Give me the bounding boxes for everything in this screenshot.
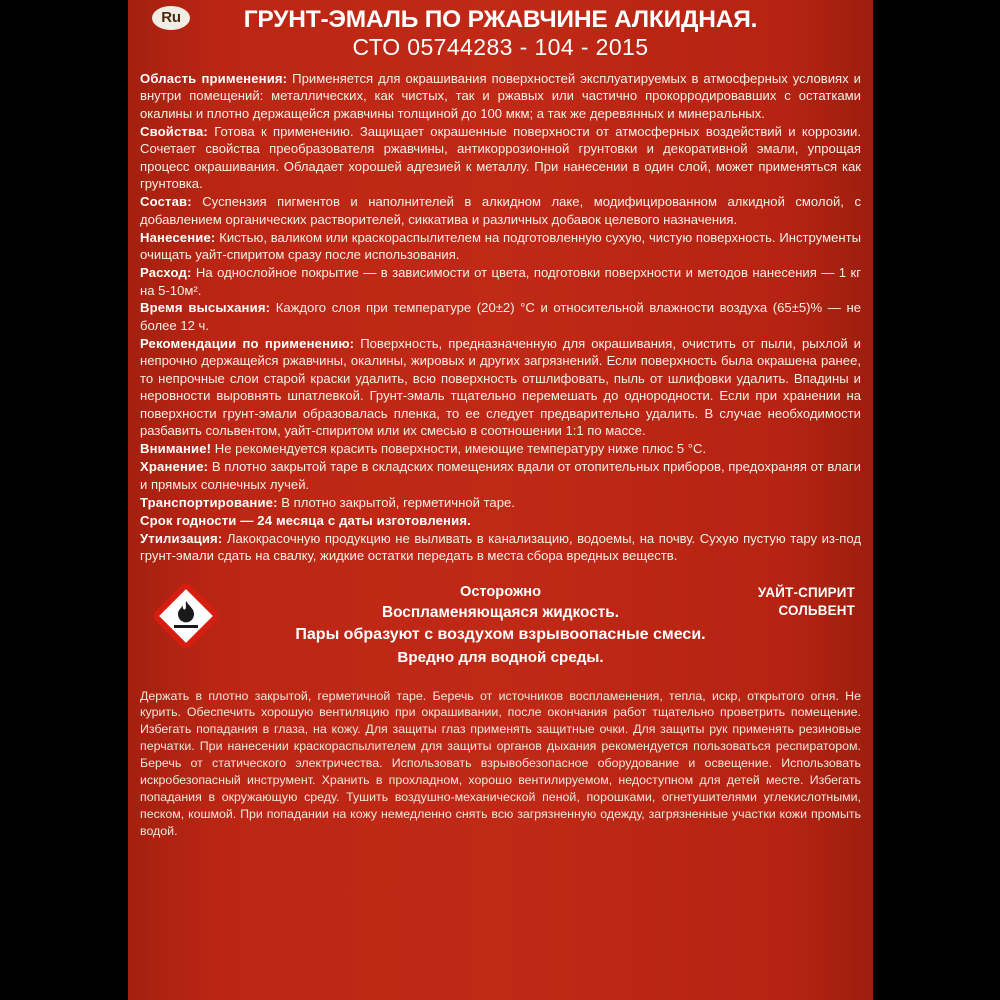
section-body: На однослойное покрытие — в зависимости от цвета, подготовки поверхности и методов нанесения — 1 кг на 5-10м².: [140, 265, 861, 298]
section-heading: Утилизация:: [140, 530, 223, 546]
section-paragraph: [140, 123, 861, 193]
page-title: ГРУНТ-ЭМАЛЬ ПО РЖАВЧИНЕ АЛКИДНАЯ.: [243, 6, 758, 33]
section-paragraph: [140, 229, 861, 264]
section-paragraph: [140, 440, 861, 457]
label-header: [140, 0, 861, 61]
solvent-line-solvent: СОЛЬВЕНТ: [778, 602, 855, 618]
section-heading: Расход:: [140, 265, 192, 281]
section-body: Кистью, валиком или краскораспылителем на подготовленную сухую, чистую поверхность. Инструменты очищать уайт-спиритом сразу после использования.: [140, 229, 861, 263]
solvent-line-white-spirit: УАЙТ-СПИРИТ: [757, 584, 855, 600]
section-paragraph: [140, 193, 861, 228]
section-paragraph: [140, 494, 861, 511]
hazard-statement-3: Вредно для водной среды.: [397, 649, 604, 667]
section-heading: Область применения:: [140, 70, 288, 86]
section-heading: Состав:: [140, 194, 192, 210]
section-body: Каждого слоя при температуре (20±2) °С и относительной влажности воздуха (65±5)% — не более 12 ч.: [140, 300, 861, 333]
country-badge-ru: Ru: [152, 6, 190, 30]
section-heading: Срок годности — 24 месяца с даты изготовления.: [140, 512, 471, 528]
hazard-statements: [140, 582, 861, 669]
standard-code: СТО 05744283 - 104 - 2015: [352, 34, 649, 61]
section-body: В плотно закрытой таре в складских помещениях вдали от отопительных приборов, предохраняя от влаги и прямых солнечных лучей.: [140, 459, 861, 492]
safety-precautions-text: Держать в плотно закрытой, герметичной таре. Беречь от источников воспламенения, тепла, искр, открытого огня. Не курить. Обеспечить хорошую вентиляцию при окрашивании, после окончания работ тщательно проветрить помещение. Избегать попадания в глаза, на кожу. Для защиты глаз применять защитные очки. Для защиты рук применять резиновые перчатки. При нанесении краскораспылителем для защиты органов дыхания рекомендуется пользоваться респиратором. Беречь от статического электричества. Использовать взрывобезопасное оборудование и освещение. Использовать искробезопасный инструмент. Хранить в прохладном, хорошо вентилируемом, недоступном для детей месте. Избегать попадания в окружающую среду. Тушить воздушно-механической пеной, порошками, огнетушителями углекислотными, песком, кошмой. При попадании на кожу немедленно снять всю загрязненную одежду, загрязненные участки кожи промыть водой.: [140, 688, 861, 839]
label-sections: [140, 70, 861, 565]
section-heading: Свойства:: [140, 123, 208, 139]
section-heading: Нанесение:: [140, 229, 216, 245]
section-paragraph: [140, 458, 861, 493]
hazard-statement-1: Воспламеняющаяся жидкость.: [381, 604, 620, 622]
section-body: Не рекомендуется красить поверхности, имеющие температуру ниже плюс 5 °С.: [211, 441, 707, 457]
section-heading: Рекомендации по применению:: [140, 335, 355, 351]
section-body: Лакокрасочную продукцию не выливать в канализацию, водоемы, на почву. Сухую пустую тару из-под грунт-эмали сдать на свалку, жидкие остатки передать в места сбора вредных веществ.: [140, 530, 861, 564]
hazard-block: [140, 582, 861, 674]
section-paragraph: [140, 530, 861, 565]
section-heading: Время высыхания:: [140, 300, 271, 316]
section-heading: Хранение:: [140, 459, 209, 475]
section-body: Поверхность, предназначенную для окрашивания, очистить от пыли, рыхлой и непрочно держащейся ржавчины, окалины, жировых и других загрязнений. Если поверхность была окрашена ранее, то непрочные слои старой краски удалить, всю поверхность отшлифовать, пыль от шлифовки удалить. Впадины и неровности выровнять шпатлевкой. Грунт-эмаль тщательно перемешать до однородности. Если при хранении на поверхности грунт-эмали образовалась пленка, то ее следует предварительно удалить. В случае необходимости разбавить сольвентом, уайт-спиритом или их смесью в соотношении 1:1 по массе.: [140, 335, 861, 439]
section-paragraph: [140, 512, 861, 529]
section-paragraph: [140, 264, 861, 299]
solvent-note: [758, 584, 855, 620]
hazard-signal-word: Осторожно: [459, 583, 542, 600]
section-paragraph: [140, 299, 861, 334]
section-paragraph: [140, 335, 861, 440]
section-body: Суспензия пигментов и наполнителей в алкидном лаке, модифицированном алкидной смолой, с добавлением органических растворителей, сиккатива и различных добавок целевого назначения.: [140, 194, 861, 227]
section-body: В плотно закрытой, герметичной таре.: [277, 494, 515, 510]
section-heading: Внимание!: [140, 441, 212, 457]
section-body: Применяется для окрашивания поверхностей эксплуатируемых в атмосферных условиях и внутри помещений: металлических, как чистых, так и ржавых или частично прокорродировавших с остатками окалины и плотно держащейся ржавчины толщиной до 100 мкм; а так же деревянных и минеральных.: [140, 70, 861, 121]
section-paragraph: [140, 70, 861, 122]
section-heading: Транспортирование:: [140, 494, 278, 510]
section-body: Готова к применению. Защищает окрашенные поверхности от атмосферных воздействий и коррозии. Сочетает свойства преобразователя ржавчины, антикоррозионной грунтовки и декоративной эмали, упрощая процесс окрашивания. Обладает хорошей адгезией к металлу. При нанесении в один слой, может применяться как грунтовка.: [140, 123, 861, 192]
product-label-panel: [128, 0, 873, 1000]
hazard-statement-2: Пары образуют с воздухом взрывоопасные смеси.: [295, 626, 706, 644]
ghs02-flammable-icon: [154, 584, 218, 648]
